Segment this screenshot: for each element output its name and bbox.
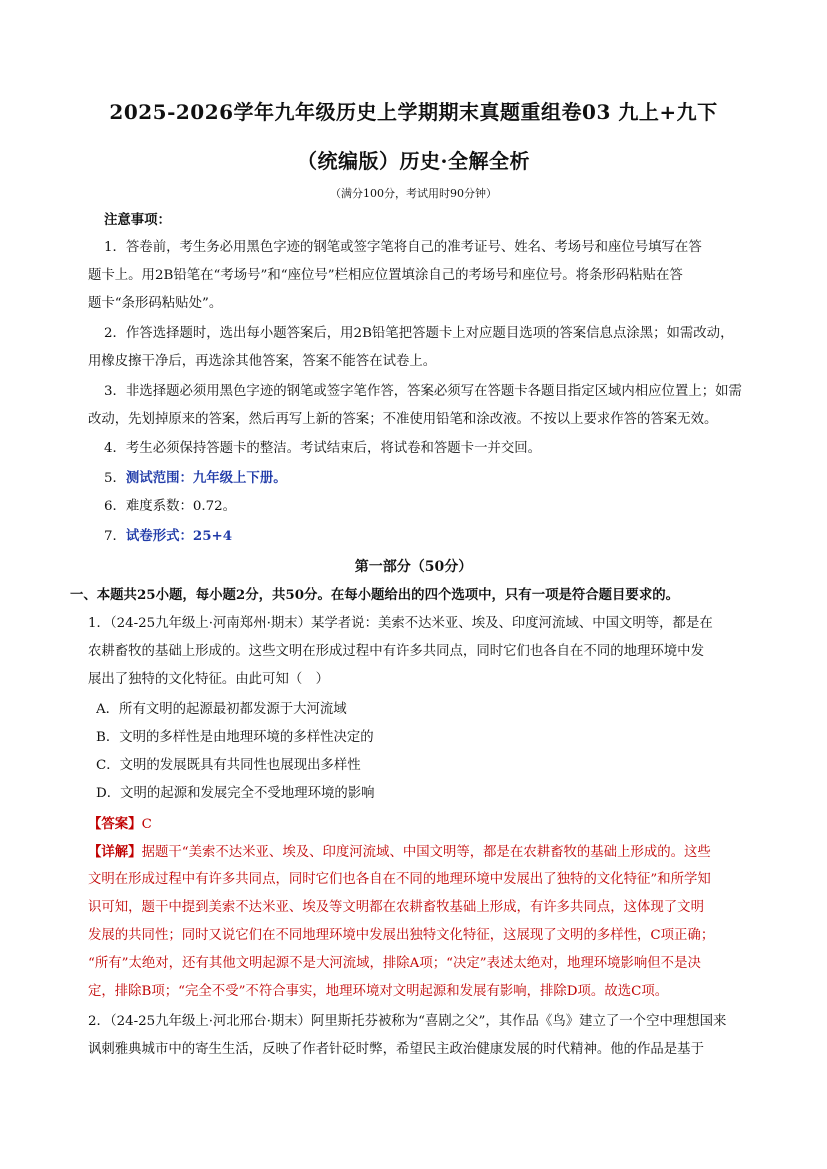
part1-heading: 第一部分（50分） xyxy=(354,559,473,575)
notice-item-3-line-2: 改动，先划掉原来的答案，然后再写上新的答案；不准使用铅笔和涂改液。不按以上要求作答的答案无效。 xyxy=(88,412,718,427)
question-1-detail-line-6: 定，排除B项；“完全不受”不符合事实，地理环境对文明起源和发展有影响，排除D项。故选C项。 xyxy=(88,984,669,999)
detail-text-1: 据题干“美索不达米亚、埃及、印度河流域、中国文明等，都是在农耕畜牧的基础上形成的。这些 xyxy=(141,845,711,860)
question-1-detail-line-4: 发展的共同性；同时又说它们在不同地理环境中发展出独特文化特征，这展现了文明的多样性，C项正确； xyxy=(88,928,715,943)
document-title-line1: 2025-2026学年九年级历史上学期期末真题重组卷03 九上+九下 xyxy=(109,100,718,124)
notice-item-2-line-2: 用橡皮擦干净后，再选涂其他答案，答案不能答在试卷上。 xyxy=(88,354,437,369)
notice-item-6: 6．难度系数：0.72。 xyxy=(104,499,237,514)
question-1-option-d: D．文明的起源和发展完全不受地理环境的影响 xyxy=(96,786,375,801)
question-1-line-2: 农耕畜牧的基础上形成的。这些文明在形成过程中有许多共同点，同时它们也各自在不同的地理环境中发 xyxy=(88,644,704,659)
notice-item-2-line-1: 2．作答选择题时，选出每小题答案后，用2B铅笔把答题卡上对应题目选项的答案信息点涂黑；如需改动， xyxy=(104,326,734,341)
notice-item-3-line-1: 3．非选择题必须用黑色字迹的钢笔或签字笔作答，答案必须写在答题卡各题目指定区域内相应位置上；如需 xyxy=(104,384,742,399)
question-1-option-a: A．所有文明的起源最初都发源于大河流域 xyxy=(96,702,347,717)
question-1-detail-line-1 xyxy=(88,838,748,867)
question-1-option-c: C．文明的发展既具有共同性也展现出多样性 xyxy=(96,758,361,773)
question-1-detail-line-3: 识可知，题干中提到美索不达米亚、埃及等文明都在农耕畜牧基础上形成，有许多共同点，这体现了文明 xyxy=(88,900,704,915)
notice-item-5-number: 5． xyxy=(104,471,126,486)
notice-item-1-line-2: 题卡上。用2B铅笔在“考场号”和“座位号”栏相应位置填涂自己的考场号和座位号。将条形码粘贴在答 xyxy=(88,268,683,283)
document-subtitle: （满分100分，考试用时90分钟） xyxy=(330,187,497,200)
notice-item-1-line-3: 题卡“条形码粘贴处”。 xyxy=(88,296,223,311)
question-1-answer xyxy=(88,810,748,839)
notice-item-1-line-1: 1．答卷前，考生务必用黑色字迹的钢笔或签字笔将自己的准考证号、姓名、考场号和座位号填写在答 xyxy=(104,240,702,255)
question-1-option-b: B．文明的多样性是由地理环境的多样性决定的 xyxy=(96,730,374,745)
question-2-line-2: 讽刺雅典城市中的寄生生活，反映了作者针砭时弊，希望民主政治健康发展的时代精神。他的作品是基于 xyxy=(88,1042,704,1057)
document-title-line2: （统编版）历史·全解全析 xyxy=(297,149,530,173)
part1-instruction: 一、本题共25小题，每小题2分，共50分。在每小题给出的四个选项中，只有一项是符合题目要求的。 xyxy=(70,587,679,603)
notice-item-5-text: 测试范围：九年级上下册。 xyxy=(125,470,287,486)
notice-item-7 xyxy=(104,522,748,551)
notice-item-5 xyxy=(104,464,748,493)
notice-item-7-text: 试卷形式：25+4 xyxy=(125,528,233,544)
question-1-detail-line-5: “所有”太绝对，还有其他文明起源不是大河流域，排除A项；“决定”表述太绝对，地理环境影响但不是决 xyxy=(88,956,701,971)
question-1-line-3: 展出了独特的文化特征。由此可知（ ） xyxy=(88,672,330,687)
answer-label: 【答案】 xyxy=(88,816,142,832)
answer-value: C xyxy=(141,817,152,832)
question-1-line-1: 1．（24-25九年级上·河南郑州·期末）某学者说：美索不达米亚、埃及、印度河流域、中国文明等，都是在 xyxy=(88,616,713,631)
notice-item-7-number: 7． xyxy=(104,529,126,544)
notice-item-4: 4．考生必须保持答题卡的整洁。考试结束后，将试卷和答题卡一并交回。 xyxy=(104,441,542,456)
detail-label: 【详解】 xyxy=(88,844,142,860)
question-2-line-1: 2．（24-25九年级上·河北邢台·期末）阿里斯托芬被称为“喜剧之父”，其作品《鸟》建立了一个空中理想国来 xyxy=(88,1014,727,1029)
notice-heading: 注意事项： xyxy=(104,212,171,228)
question-1-detail-line-2: 文明在形成过程中有许多共同点，同时它们也各自在不同的地理环境中发展出了独特的文化特征”和所学知 xyxy=(88,872,711,887)
